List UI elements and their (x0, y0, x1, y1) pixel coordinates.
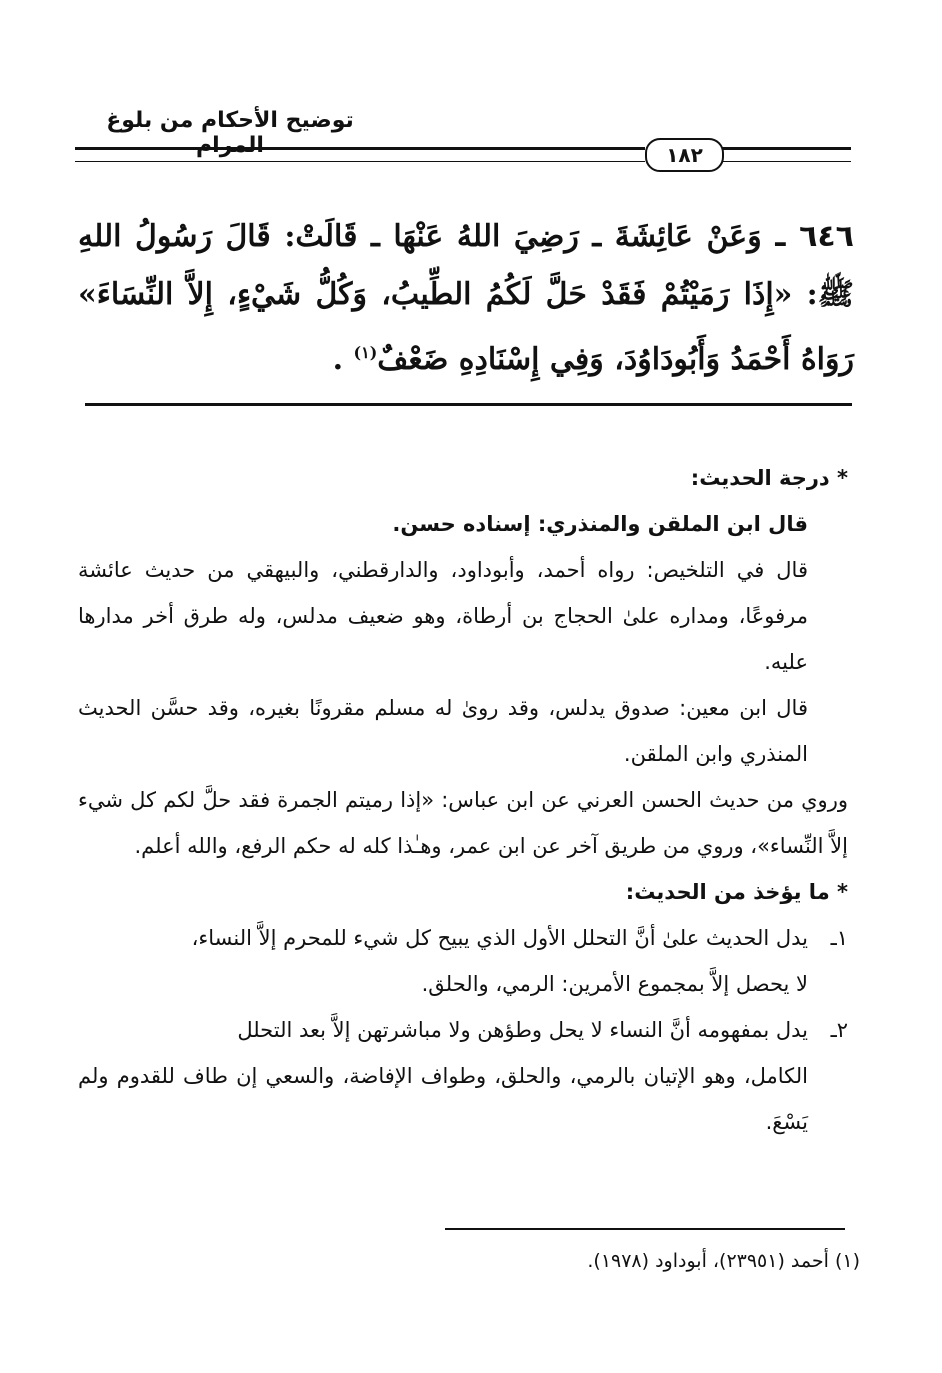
hadith-text-block (78, 208, 854, 389)
commentary (78, 455, 848, 1145)
lesson-text: يدل الحديث علىٰ أنَّ التحلل الأول الذي يبيح كل شيء للمحرم إلاَّ النساء، (191, 926, 808, 950)
grade-paragraph-1: قال ابن الملقن والمنذري: إسناده حسن. (392, 512, 808, 536)
lessons-heading: * ما يؤخذ من الحديث: (625, 880, 848, 904)
grade-paragraph-3: قال ابن معين: صدوق يدلس، وقد روىٰ له مسلم مقرونًا بغيره، وقد حسَّن الحديث المنذري وابن الملقن. (78, 696, 808, 766)
grade-heading: * درجة الحديث: (690, 466, 848, 490)
footnote: (١) أحمد (٢٣٩٥١)، أبوداود (١٩٧٨). (587, 1250, 860, 1272)
lesson-number: ١ـ (830, 926, 848, 950)
header-rule-right (720, 147, 851, 162)
lesson-text: يدل بمفهومه أنَّ النساء لا يحل وطؤهن ولا مباشرتهن إلاَّ بعد التحلل (237, 1018, 808, 1042)
lesson-item (78, 1007, 848, 1145)
grade-paragraph-2: قال في التلخيص: رواه أحمد، وأبوداود، والدارقطني، والبيهقي من حديث عائشة مرفوعًا، ومداره علىٰ الحجاج بن أرطاة، وهو ضعيف مدلس، وله طرق أخر مدارها عليه. (78, 558, 808, 674)
lesson-number: ٢ـ (830, 1018, 848, 1042)
hadith-end: . (332, 342, 354, 377)
book-title: توضيح الأحكام من بلوغ المرام (106, 108, 354, 158)
lesson-text-continued: لا يحصل إلاَّ بمجموع الأمرين: الرمي، والحلق. (421, 972, 808, 996)
footnote-rule (445, 1228, 845, 1230)
lesson-item (78, 915, 848, 1007)
hadith-text: وَعَنْ عَائِشَةَ ـ رَضِيَ اللهُ عَنْهَا ـ قَالَتْ: قَالَ رَسُولُ اللهِ ﷺ: «إِذَا رَمَيْتُمْ فَقَدْ حَلَّ لَكُمُ الطِّيبُ، وَكُلُّ شَيْءٍ، إِلاَّ النِّسَاءَ» رَوَاهُ أَحْمَدُ وَأَبُودَاوُدَ، وَفِي إِسْنَادِهِ ضَعْفٌ (78, 219, 854, 377)
hadith-number: ٦٤٦ ـ (775, 219, 854, 254)
page-number: ١٨٢ (645, 138, 724, 172)
section-divider (85, 403, 852, 406)
lessons-list (78, 915, 848, 1145)
lesson-text-continued: الكامل، وهو الإتيان بالرمي، والحلق، وطواف الإفاضة، والسعي إن طاف للقدوم ولم يَسْعَ. (78, 1064, 808, 1134)
header-rule-left (75, 147, 645, 162)
footnote-reference: (١) (353, 343, 378, 362)
grade-paragraph-4: وروي من حديث الحسن العرني عن ابن عباس: «إذا رميتم الجمرة فقد حلَّ لكم كل شيء إلاَّ النِّساء»، وروي من طريق آخر عن ابن عمر، وهـٰذا كله له حكم الرفع، والله أعلم. (78, 788, 848, 858)
